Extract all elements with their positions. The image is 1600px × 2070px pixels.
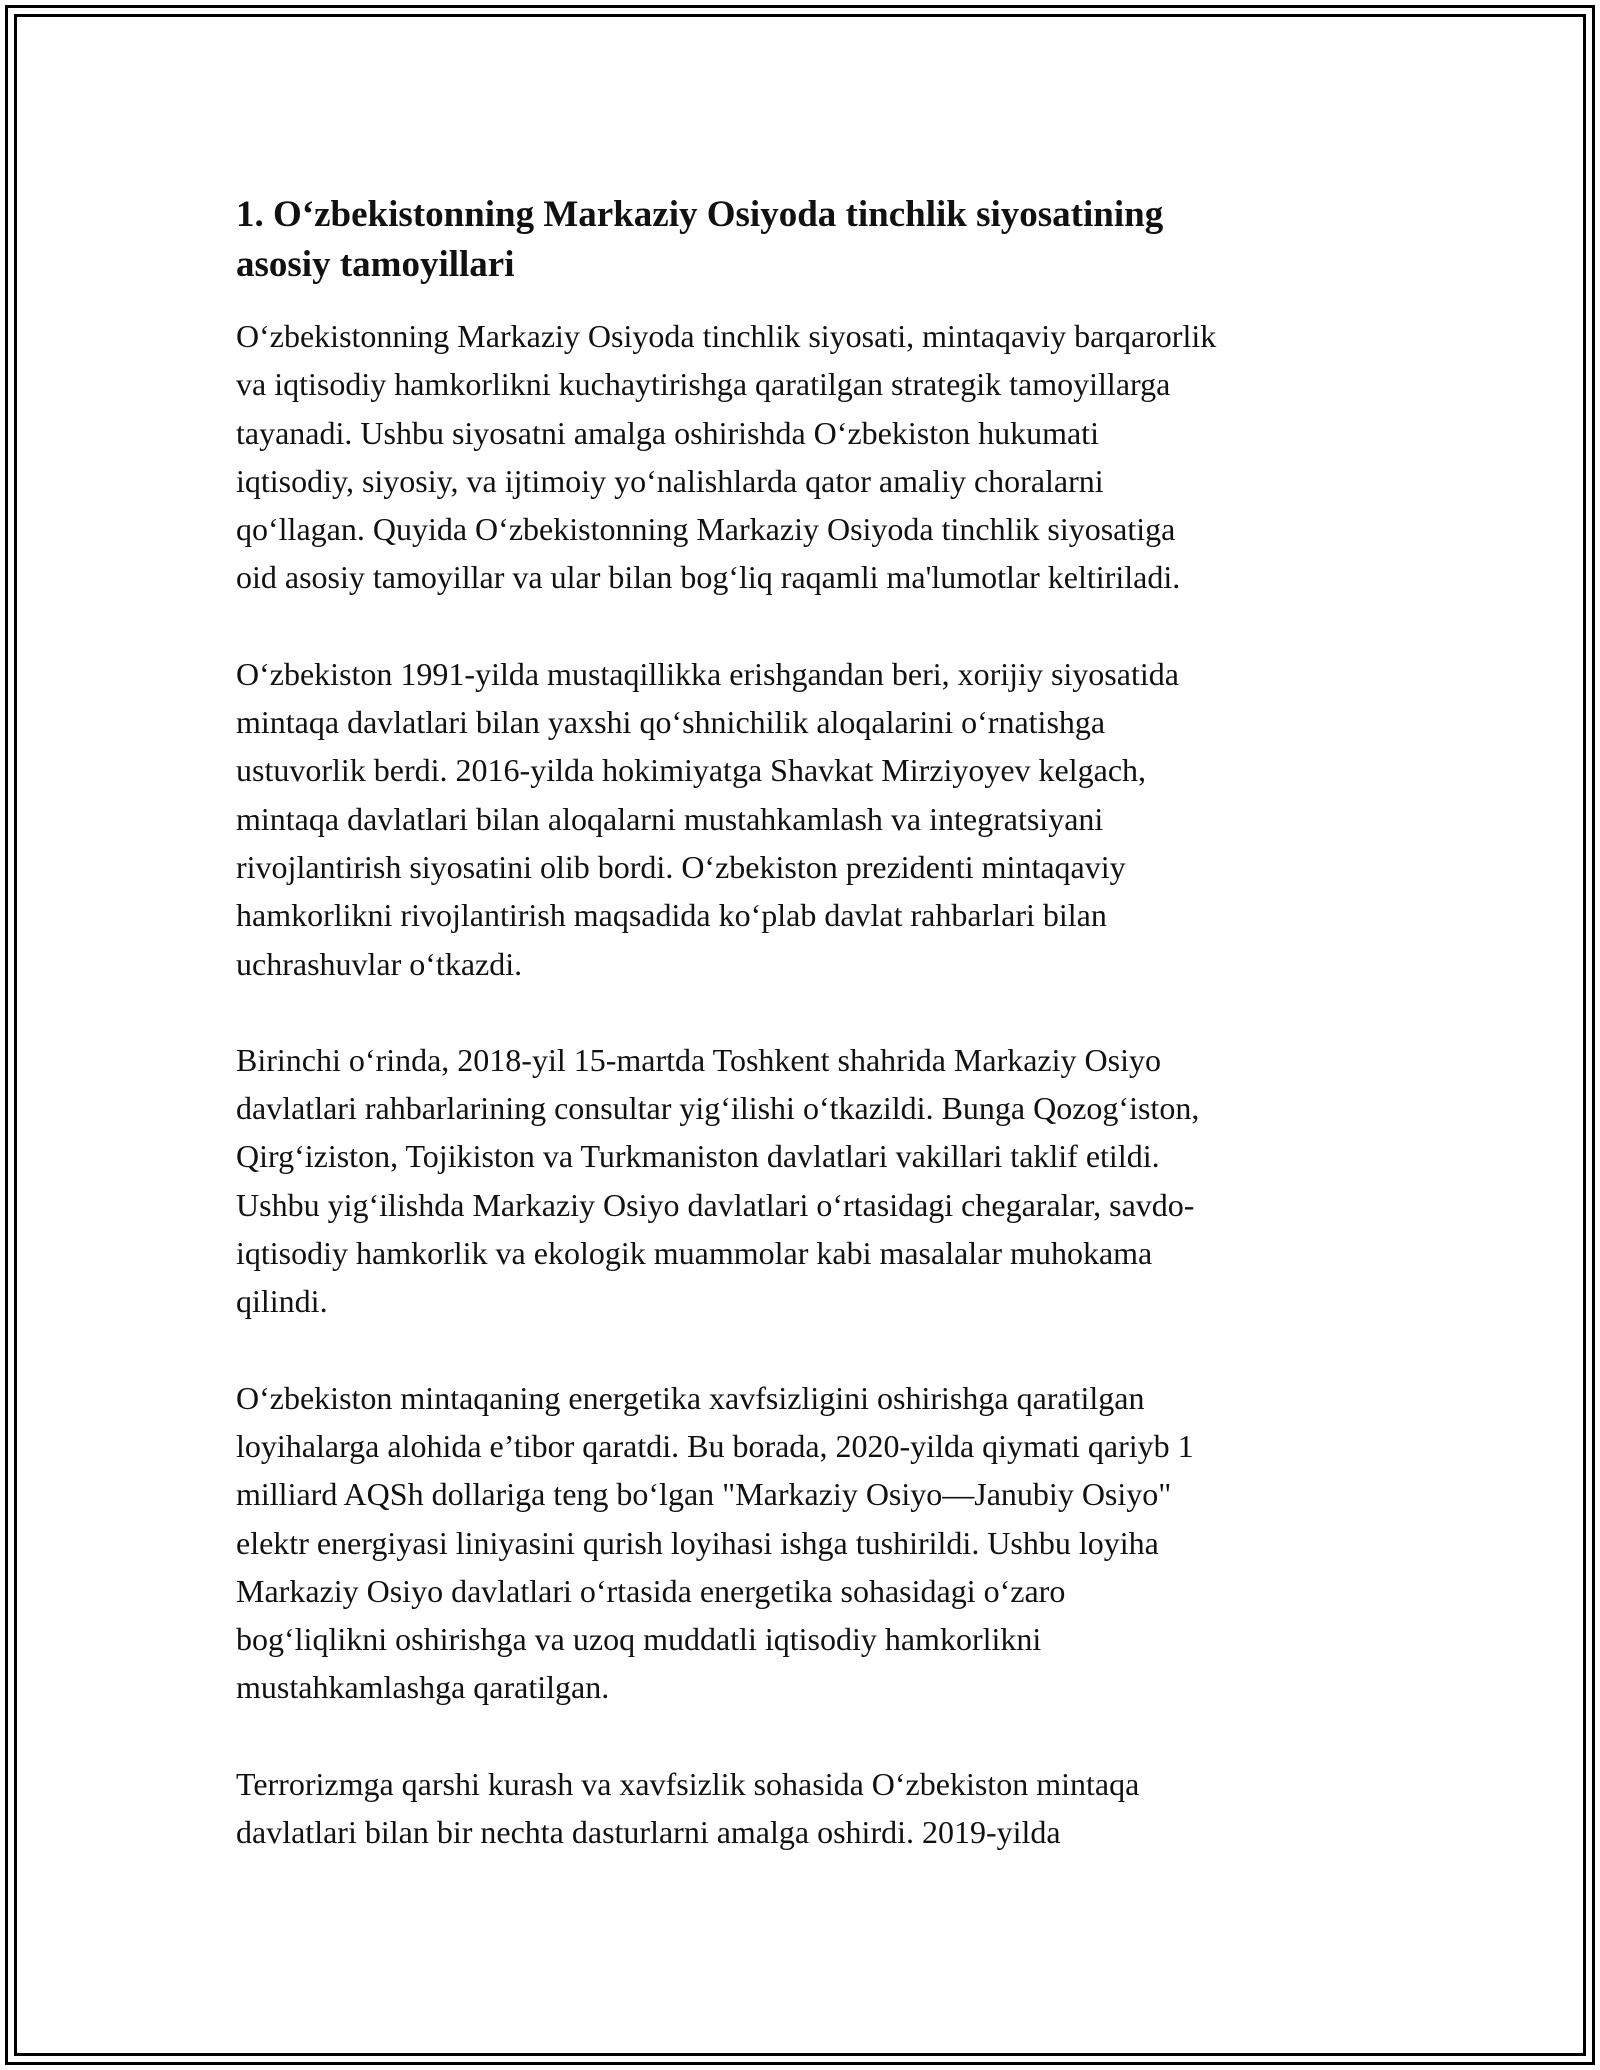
paragraph-5: Terrorizmga qarshi kurash va xavfsizlik sohasida O‘zbekiston mintaqa davlatlari bilan bir nechta dasturlarni amalga oshirdi. 2019-yilda <box>236 1765 1140 1851</box>
section-heading: 1. O‘zbekistonning Markaziy Osiyoda tinchlik siyosatining asosiy tamoyillari <box>236 194 1164 285</box>
paragraph-1: O‘zbekistonning Markaziy Osiyoda tinchlik siyosati, mintaqaviy barqarorlik va iqtisodiy hamkorlikni kuchaytirishga qaratilgan strategik tamoyillarga tayanadi. Ushbu siyosatni amalga oshirishda O‘zbekiston hukumati iqtisodiy, siyosiy, va ijtimoiy yo‘nalishlarda qator amaliy choralarni qo‘llagan. Quyida O‘zbekistonning Markaziy Osiyoda tinchlik siyosatiga oid asosiy tamoyillar va ular bilan bog‘liq raqamli ma'lumotlar keltiriladi. <box>236 318 1217 596</box>
paragraph-2: O‘zbekiston 1991-yilda mustaqillikka erishgandan beri, xorijiy siyosatida mintaqa davlatlari bilan yaxshi qo‘shnichilik aloqalarini o‘rnatishga ustuvorlik berdi. 2016-yilda hokimiyatga Shavkat Mirziyoyev kelgach, mintaqa davlatlari bilan aloqalarni mustahkamlash va integratsiyani rivojlantirish siyosatini olib bordi. O‘zbekiston prezidenti mintaqaviy hamkorlikni rivojlantirish maqsadida ko‘plab davlat rahbarlari bilan uchrashuvlar o‘tkazdi. <box>236 655 1179 982</box>
document-body <box>236 190 1376 1904</box>
paragraph-4: O‘zbekiston mintaqaning energetika xavfsizligini oshirishga qaratilgan loyihalarga alohida e’tibor qaratdi. Bu borada, 2020-yilda qiymati qariyb 1 milliard AQSh dollariga teng bo‘lgan "Markaziy Osiyo—Janubiy Osiyo" elektr energiyasi liniyasini qurish loyihasi ishga tushirildi. Ushbu loyiha Markaziy Osiyo davlatlari o‘rtasida energetika sohasidagi o‘zaro bog‘liqlikni oshirishga va uzoq muddatli iqtisodiy hamkorlikni mustahkamlashga qaratilgan. <box>236 1379 1194 1706</box>
paragraph-3: Birinchi o‘rinda, 2018-yil 15-martda Toshkent shahrida Markaziy Osiyo davlatlari rahbarlarining consultar yig‘ilishi o‘tkazildi. Bunga Qozog‘iston, Qirg‘iziston, Tojikiston va Turkmaniston davlatlari vakillari taklif etildi. Ushbu yig‘ilishda Markaziy Osiyo davlatlari o‘rtasidagi chegaralar, savdo- iqtisodiy hamkorlik va ekologik muammolar kabi masalalar muhokama qilindi. <box>236 1041 1200 1320</box>
